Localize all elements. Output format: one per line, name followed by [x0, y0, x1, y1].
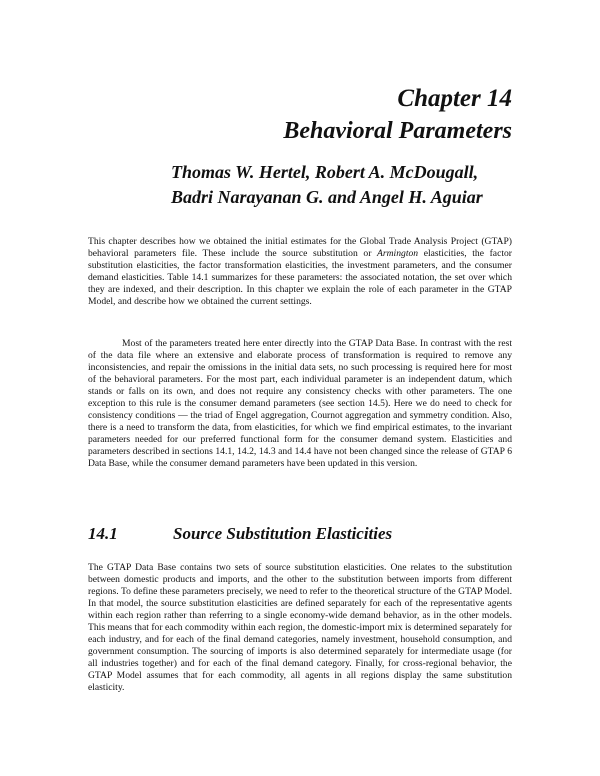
section-paragraph: The GTAP Data Base contains two sets of source substitution elasticities. One relates to the substitution between domestic products and imports, and the other to the substitution between imports from different regions. To define these parameters precisely, we need to refer to the theoretical structure of the GTAP Model. In that model, the source substitution elasticities are defined separately for each of the representative agents within each region rather than referring to a single economy-wide demand behavior, as in the other models. This means that for each commodity within each region, the domestic-import mix is determined separately for each industry, and for each of the final demand categories, namely investment, household consumption, and government consumption. The sourcing of imports is also determined separately for intermediate usage (for all industries together) and for each of the final demand category. Finally, for cross-regional behavior, the GTAP Model assumes that for each commodity, all agents in all regions display the same substitution elasticity.: [88, 562, 512, 694]
author-line: Badri Narayanan G. and Angel H. Aguiar: [171, 187, 483, 207]
armington-term: Armington: [377, 248, 419, 260]
intro-text-end: elasticities, the factor substitution elasticities, the factor transformation elasticities, the investment parameters, and the consumer demand elasticities. Table 14.1 summarizes for these parameters: the associated notation, the set over which they are indexed, and their description. In this chapter we explain the role of each parameter in the GTAP Model, and describe how we obtained the current settings.: [88, 248, 512, 308]
intro-text-start: This chapter describes how we obtained the initial estimates for the Global Trade Analysis Project (GTAP) behavioral parameters file. These include the source substitution or: [88, 236, 512, 260]
chapter-title: Behavioral Parameters: [283, 118, 512, 144]
author-line: Thomas W. Hertel, Robert A. McDougall,: [171, 162, 479, 182]
section-heading: [88, 524, 392, 544]
intro-paragraph: [88, 236, 512, 308]
author-list: [171, 160, 516, 210]
chapter-number: Chapter 14: [397, 85, 512, 112]
section-title: Source Substitution Elasticities: [173, 524, 393, 543]
parameters-paragraph: Most of the parameters treated here enter directly into the GTAP Data Base. In contrast with the rest of the data file where an extensive and elaborate process of transformation is required to remove any inconsistencies, and repair the omissions in the initial data sets, no such processing is required here for most of the behavioral parameters. For the most part, each individual parameter is an independent datum, which stands or falls on its own, and does not require any consistency checks with other parameters. The one exception to this rule is the consumer demand parameters (see section 14.5). Here we do need to check for consistency conditions — the triad of Engel aggregation, Cournot aggregation and symmetry condition. Also, there is a need to transform the data, from elasticities, for which we find empirical estimates, to the invariant parameters needed for our preferred functional form for the consumer demand system. Elasticities and parameters described in sections 14.1, 14.2, 14.3 and 14.4 have not been changed since the release of GTAP 6 Data Base, while the consumer demand parameters have been updated in this version.: [88, 338, 512, 470]
section-number: 14.1: [88, 524, 118, 543]
